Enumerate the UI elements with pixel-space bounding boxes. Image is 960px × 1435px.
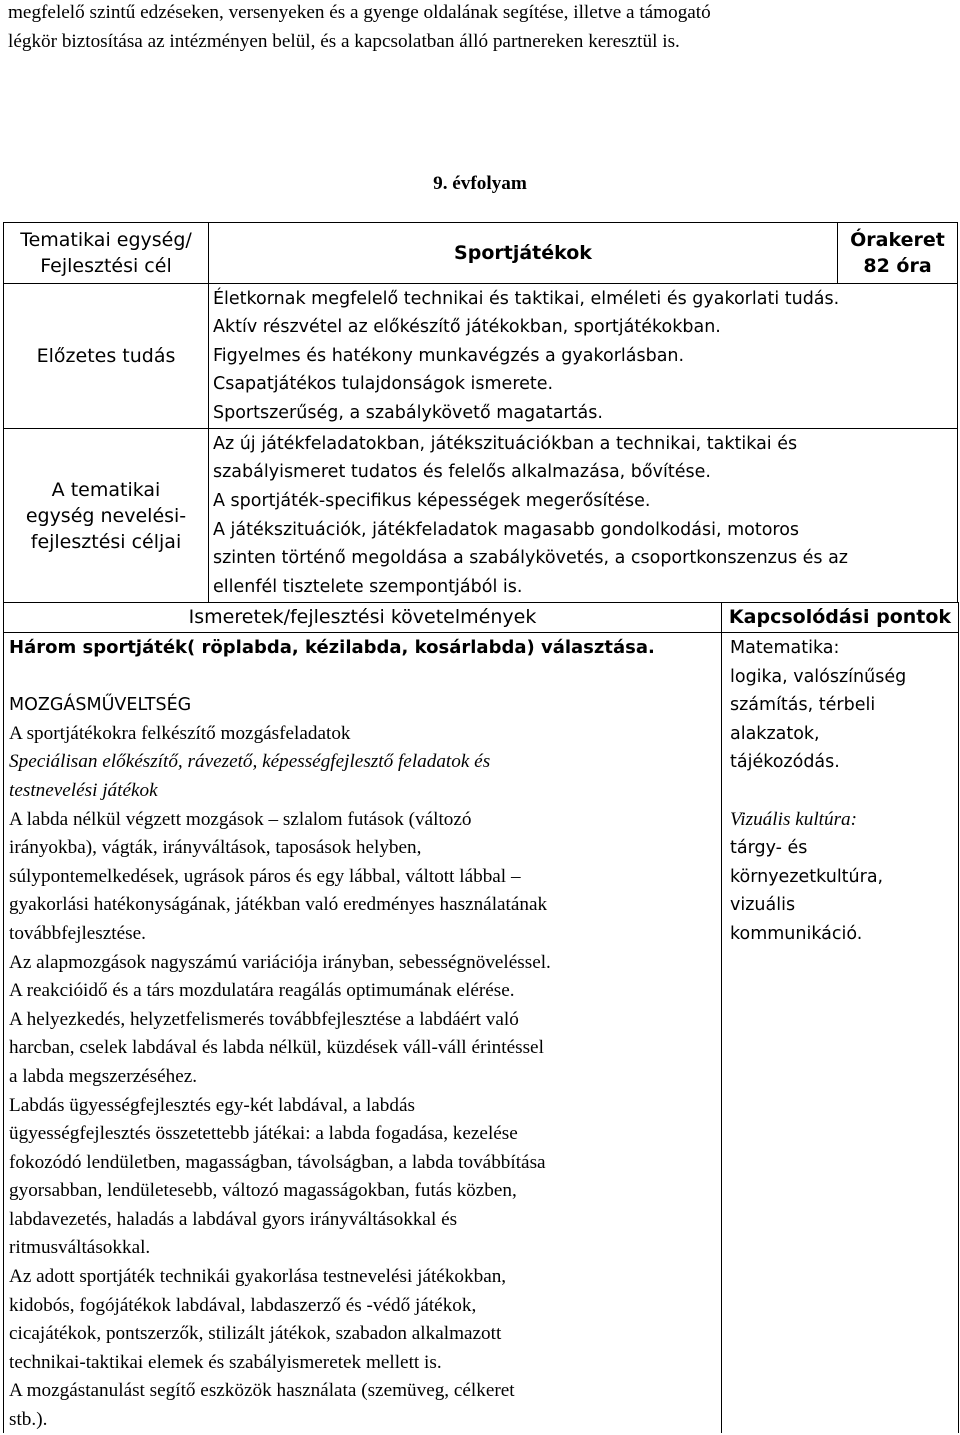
body-line: Labdás ügyességfejlesztés egy-két labdával, a labdás xyxy=(9,1094,415,1116)
visual-line: környezetkultúra, xyxy=(730,866,884,887)
body-line: stb.). xyxy=(9,1409,48,1431)
connections-content xyxy=(730,634,954,949)
hours-label: Órakeret xyxy=(850,229,945,251)
visual-line: kommunikáció. xyxy=(730,923,863,944)
unit-label: Tematikai egység/ Fejlesztési cél xyxy=(4,223,209,284)
requirements-header: Ismeretek/fejlesztési követelmények xyxy=(188,606,537,628)
requirements-table xyxy=(3,602,959,1433)
body-line: irányokba), vágták, irányváltások, taposások helyben, xyxy=(9,837,422,859)
body-line: ritmusváltásokkal. xyxy=(9,1237,151,1259)
body-line: A mozgástanulást segítő eszközök használata (szemüveg, célkeret xyxy=(9,1380,515,1402)
prior-knowledge-row xyxy=(4,284,958,429)
visual-line: vizuális xyxy=(730,895,796,916)
requirements-content xyxy=(9,634,717,1435)
body-line: A helyezkedés, helyzetfelismerés továbbfejlesztése a labdáért való xyxy=(9,1008,519,1030)
body-line: továbbfejlesztése. xyxy=(9,922,146,944)
grade-title: 9. évfolyam xyxy=(433,173,527,194)
math-line: alakzatok, xyxy=(730,723,820,744)
column-divider xyxy=(721,603,722,1433)
math-line: számítás, térbeli xyxy=(730,695,876,716)
body-line: a labda megszerzéséhez. xyxy=(9,1065,198,1087)
body-line: labdavezetés, haladás a labdával gyors irányváltásokkal és xyxy=(9,1208,458,1230)
goals-content: Az új játékfeladatokban, játékszituációkban a technikai, taktikai és szabályismeret tudatos és felelős alkalmazása, bővítése. A sportjáték-specifikus képességek megerősítése. A játékszituációk, játékfeladatok magasabb gondolkodási, motoros szinten történő megoldása a szabálykövetés, a csoportkonszenzus és az ellenfél tisztelete szempontjából is. xyxy=(209,429,958,603)
section-subtitle: A sportjátékokra felkészítő mozgásfeladatok xyxy=(9,722,351,744)
prior-knowledge-content: Életkornak megfelelő technikai és taktikai, elméleti és gyakorlati tudás. Aktív részvétel az előkészítő játékokban, sportjátékokban. Figyelmes és hatékony munkavégzés a gyakorlásban. Csapatjátékos tulajdonságok ismerete. Sportszerűség, a szabálykövető magatartás. xyxy=(209,284,958,429)
body-line: gyakorlási hatékonyságának, játékban való eredményes használatának xyxy=(9,894,548,916)
intro-paragraph xyxy=(8,0,952,56)
body-line: Az alapmozgások nagyszámú variációja irányban, sebességnöveléssel. xyxy=(9,951,551,973)
requirements-lead: Három sportjáték( röplabda, kézilabda, kosárlabda) választása. xyxy=(9,637,655,658)
goals-row xyxy=(4,429,958,603)
unit-row xyxy=(4,223,958,284)
goals-label: A tematikai egység nevelési- fejlesztési céljai xyxy=(4,429,209,603)
italic-line: Speciálisan előkészítő, rávezető, képességfejlesztő feladatok és xyxy=(9,751,491,773)
math-title: Matematika: xyxy=(730,638,840,658)
body-line: harcban, cselek labdával és labda nélkül, küzdések váll-váll érintéssel xyxy=(9,1037,544,1059)
prior-knowledge-label: Előzetes tudás xyxy=(4,284,209,429)
body-line: fokozódó lendületben, magasságban, távolságban, a labda továbbítása xyxy=(9,1151,546,1173)
body-line: technikai-taktikai elemek és szabályismeretek mellett is. xyxy=(9,1351,442,1373)
body-line: A reakcióidő és a társ mozdulatára reagálás optimumának elérése. xyxy=(9,980,515,1002)
visual-line: tárgy- és xyxy=(730,838,808,859)
body-line: gyorsabban, lendületesebb, változó magasságokban, futás közben, xyxy=(9,1180,517,1202)
body-line: kidobós, fogójátékok labdával, labdaszerző és -védő játékok, xyxy=(9,1294,477,1316)
italic-line: testnevelési játékok xyxy=(9,779,158,801)
body-line: ügyességfejlesztés összetettebb játékai: a labda fogadása, kezelése xyxy=(9,1123,518,1145)
unit-table xyxy=(3,222,958,603)
section-title: MOZGÁSMŰVELTSÉG xyxy=(9,695,192,716)
body-line: cicajátékok, pontszerzők, stilizált játékok, szabadon alkalmazott xyxy=(9,1323,502,1345)
body-line: Az adott sportjáték technikái gyakorlása testnevelési játékokban, xyxy=(9,1266,507,1288)
math-line: tájékozódás. xyxy=(730,752,840,773)
math-line: logika, valószínűség xyxy=(730,666,907,687)
hours-value: 82 óra xyxy=(863,255,932,277)
intro-line: légkör biztosítása az intézményen belül, és a kapcsolatban álló partnereken keresztül is. xyxy=(8,30,680,52)
header-divider xyxy=(4,632,958,633)
connections-header: Kapcsolódási pontok xyxy=(728,606,952,628)
visual-title: Vizuális kultúra: xyxy=(730,808,858,830)
intro-line: megfelelő szintű edzéseken, versenyeken és a gyenge oldalának segítése, illetve a támogató xyxy=(8,2,711,23)
hours-cell xyxy=(838,223,958,284)
unit-title: Sportjátékok xyxy=(209,223,838,284)
body-line: súlypontemelkedések, ugrások páros és egy lábbal, váltott lábbal – xyxy=(9,865,521,887)
body-line: A labda nélkül végzett mozgások – szlalom futások (változó xyxy=(9,808,472,830)
